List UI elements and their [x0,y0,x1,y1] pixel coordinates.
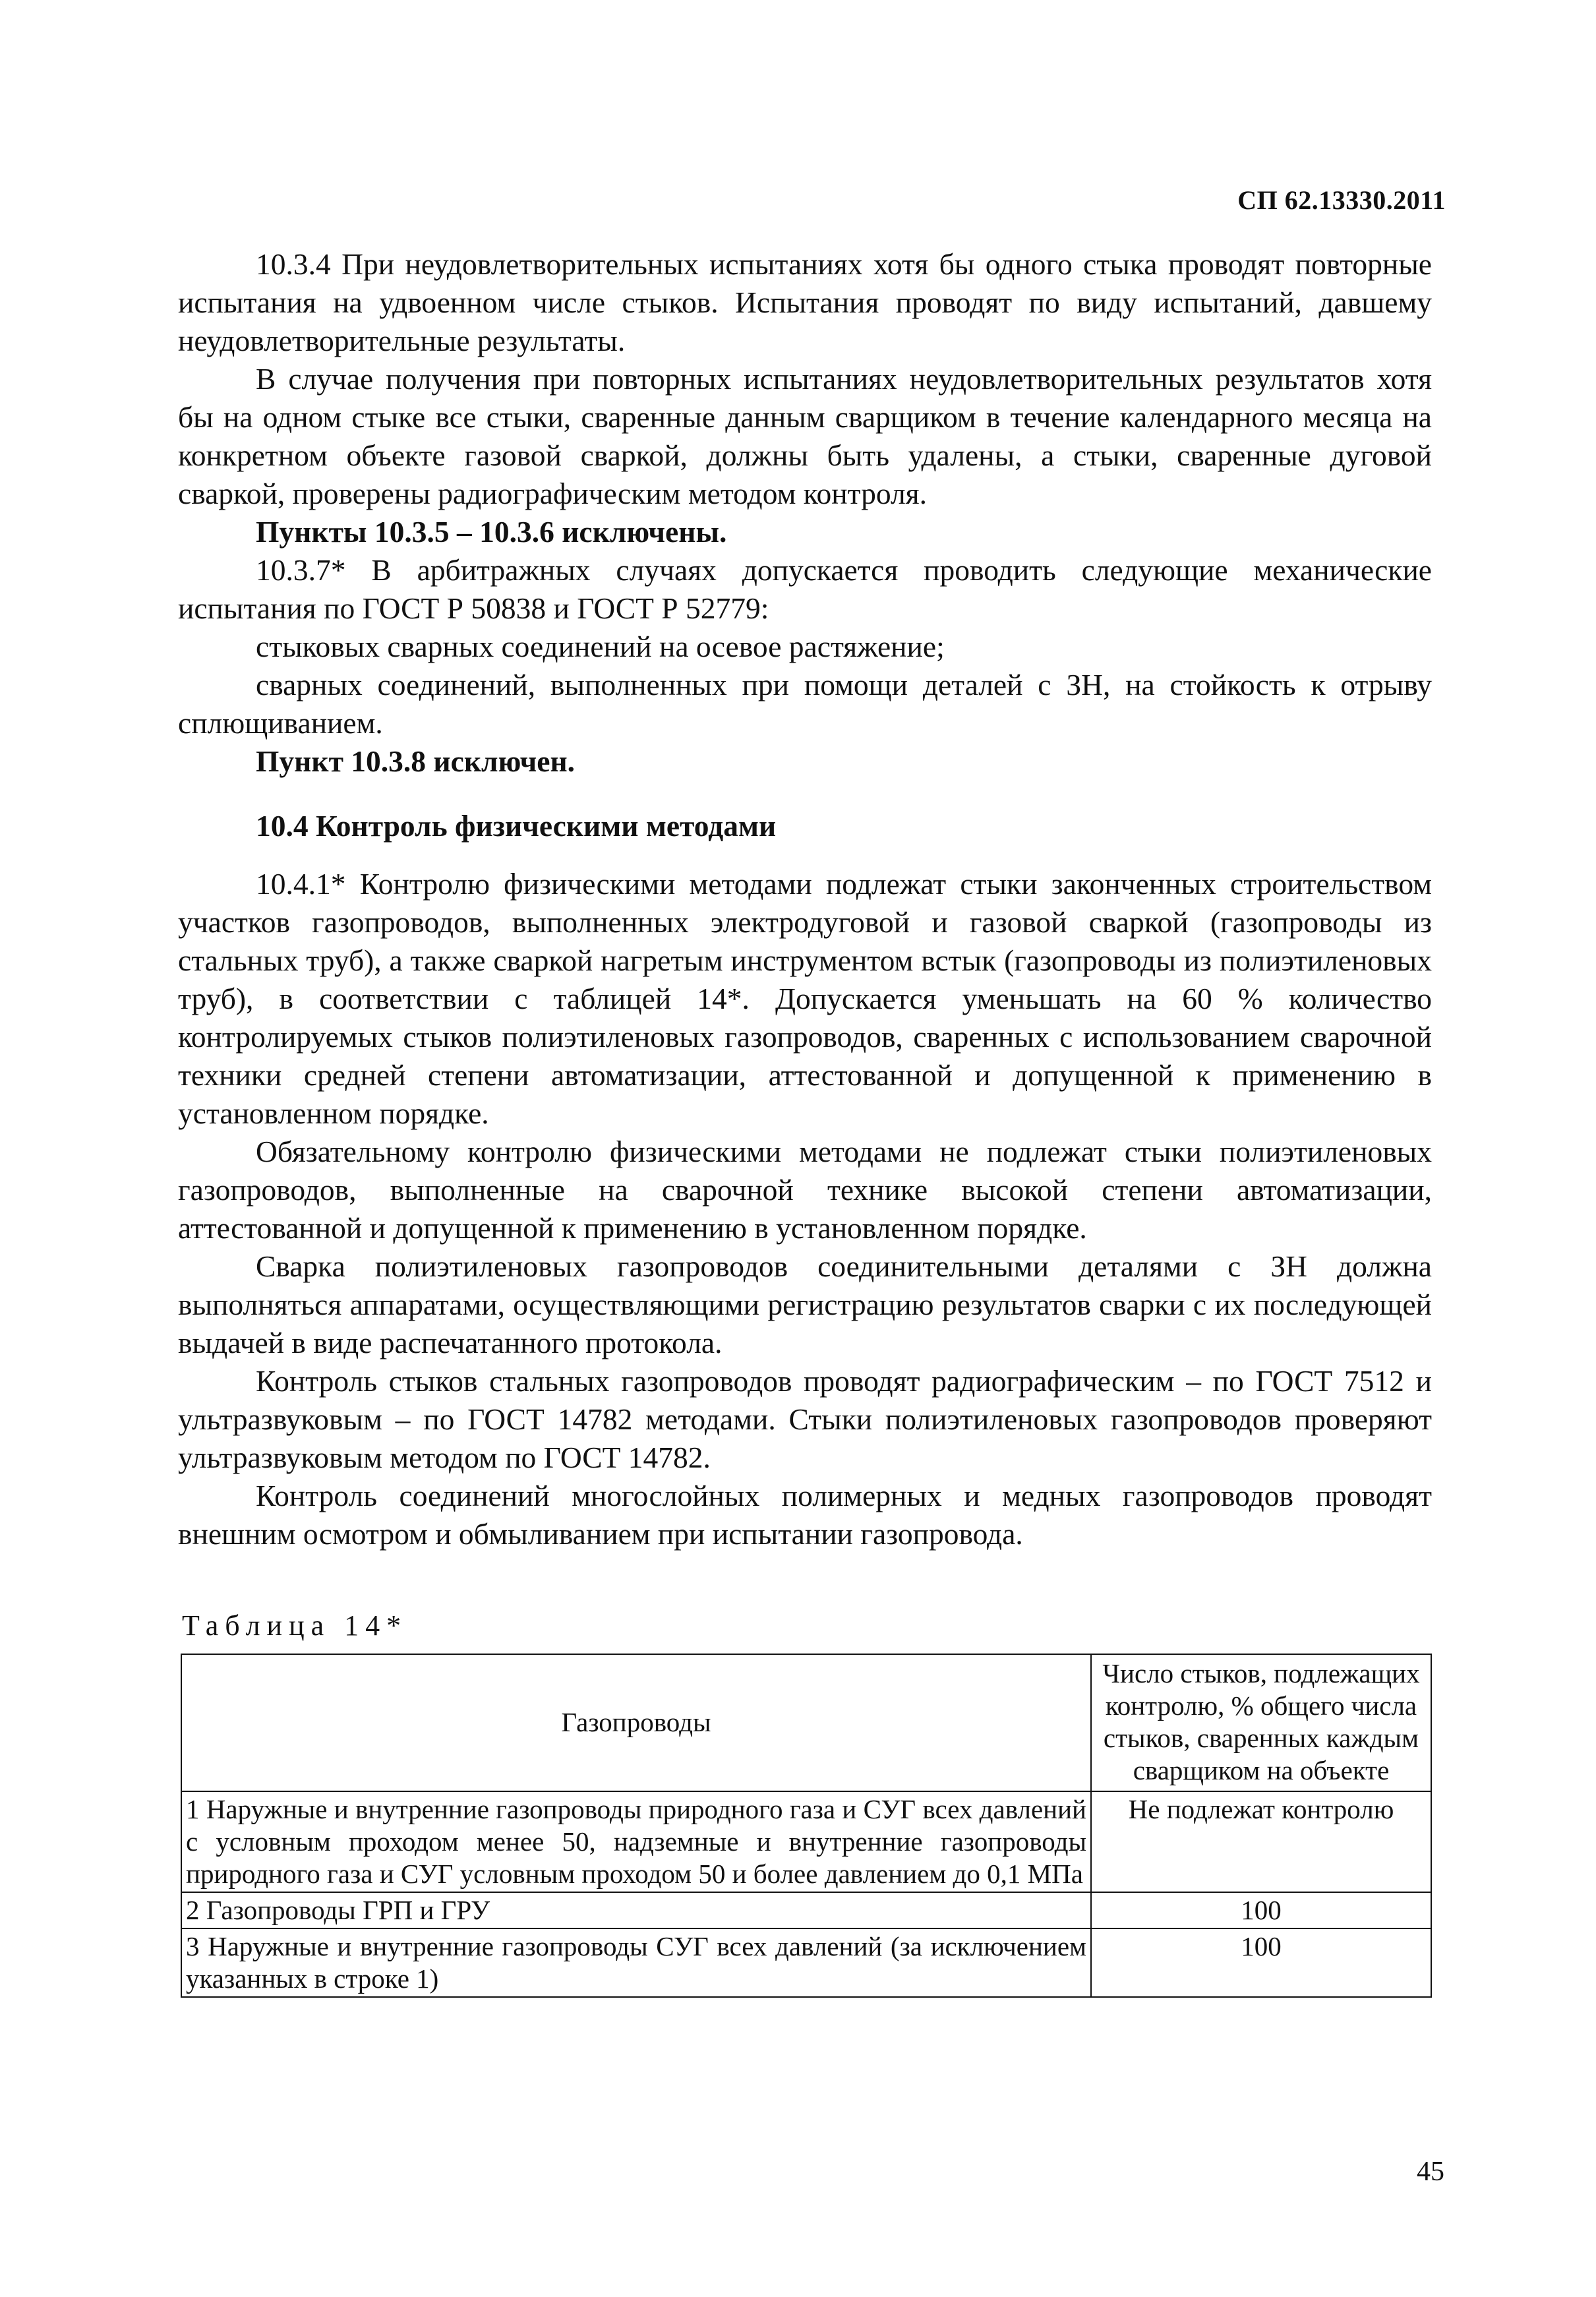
table-row [181,1892,1431,1928]
excluded-items-note: Пункты 10.3.5 – 10.3.6 исключены. [256,515,727,549]
table-cell-pipeline: 1 Наружные и внутренние газопроводы природного газа и СУГ всех давлений с условным проходом менее 50, надземные и внутренние газопроводы природного газа и СУГ условным проходом 50 и более давлением до 0,1 МПа [181,1791,1091,1892]
table-cell-value: 100 [1091,1892,1431,1928]
document-code: СП 62.13330.2011 [1237,185,1446,215]
table-cell-value: 100 [1091,1928,1431,1997]
document-body [178,245,1432,1553]
paragraph-10-3-4: 10.3.4 При неудовлетворительных испытаниях хотя бы одного стыка проводят повторные испытания на удвоенном числе стыков. Испытания проводят по виду испытаний, давшему неудовлетворительные результаты. [178,247,1432,357]
table-header-row [181,1654,1431,1791]
paragraph-steel-control: Контроль стыков стальных газопроводов проводят радиографическим – по ГОСТ 7512 и ультразвуковым – по ГОСТ 14782 методами. Стыки полиэтиленовых газопроводов проверяют ультразвуковым методом по ГОСТ 14782. [178,1364,1432,1474]
paragraph-10-3-7: 10.3.7* В арбитражных случаях допускается проводить следующие механические испытания по ГОСТ Р 50838 и ГОСТ Р 52779: [178,553,1432,625]
table-cell-value: Не подлежат контролю [1091,1791,1431,1892]
paragraph-repeat-failure: В случае получения при повторных испытаниях неудовлетворительных результатов хотя бы на одном стыке все стыки, сваренные данным сварщиком в течение календарного месяца на конкретном объекте газовой сваркой, должны быть удалены, а стыки, сваренные дуговой сваркой, проверены радиографическим методом контроля. [178,362,1432,510]
table-row [181,1791,1431,1892]
paragraph-10-4-1: 10.4.1* Контролю физическими методами подлежат стыки законченных строительством участков газопроводов, выполненных электродуговой и газовой сваркой (газопроводы из стальных труб), а также сваркой нагретым инструментом встык (газопроводы из полиэтиленовых труб), в соответствии с таблицей 14*. Допускается уменьшать на 60 % количество контролируемых стыков полиэтиленовых газопроводов, сваренных с использованием сварочной техники средней степени автоматизации, аттестованной и допущенной к применению в установленном порядке. [178,867,1432,1130]
table-cell-pipeline: 3 Наружные и внутренние газопроводы СУГ всех давлений (за исключением указанных в строке 1) [181,1928,1091,1997]
paragraph-polymer-control: Контроль соединений многослойных полимерных и медных газопроводов проводят внешним осмотром и обмыливанием при испытании газопровода. [178,1479,1432,1551]
paragraph-zn-welding: Сварка полиэтиленовых газопроводов соединительными деталями с ЗН должна выполняться аппаратами, осуществляющими регистрацию результатов сварки с их последующей выдачей в виде распечатанного протокола. [178,1249,1432,1359]
list-item-butt-joints: стыковых сварных соединений на осевое растяжение; [256,630,945,663]
control-table [181,1654,1432,1998]
header-pipelines: Газопроводы [181,1654,1091,1791]
table-row [181,1928,1431,1997]
table-caption: Таблица 14* [182,1609,408,1642]
list-item-zn-joints: сварных соединений, выполненных при помощи деталей с ЗН, на стойкость к отрыву сплющиванием. [178,668,1432,740]
table-cell-pipeline: 2 Газопроводы ГРП и ГРУ [181,1892,1091,1928]
header-joint-count: Число стыков, подлежащих контролю, % общего числа стыков, сваренных каждым сварщиком на объекте [1091,1654,1431,1791]
page-number: 45 [1417,2157,1444,2187]
paragraph-mandatory-control: Обязательному контролю физическими методами не подлежат стыки полиэтиленовых газопроводов, выполненные на сварочной технике высокой степени автоматизации, аттестованной и допущенной к применению в установленном порядке. [178,1135,1432,1245]
excluded-item-note: Пункт 10.3.8 исключен. [256,744,576,778]
section-title: 10.4 Контроль физическими методами [256,809,777,843]
